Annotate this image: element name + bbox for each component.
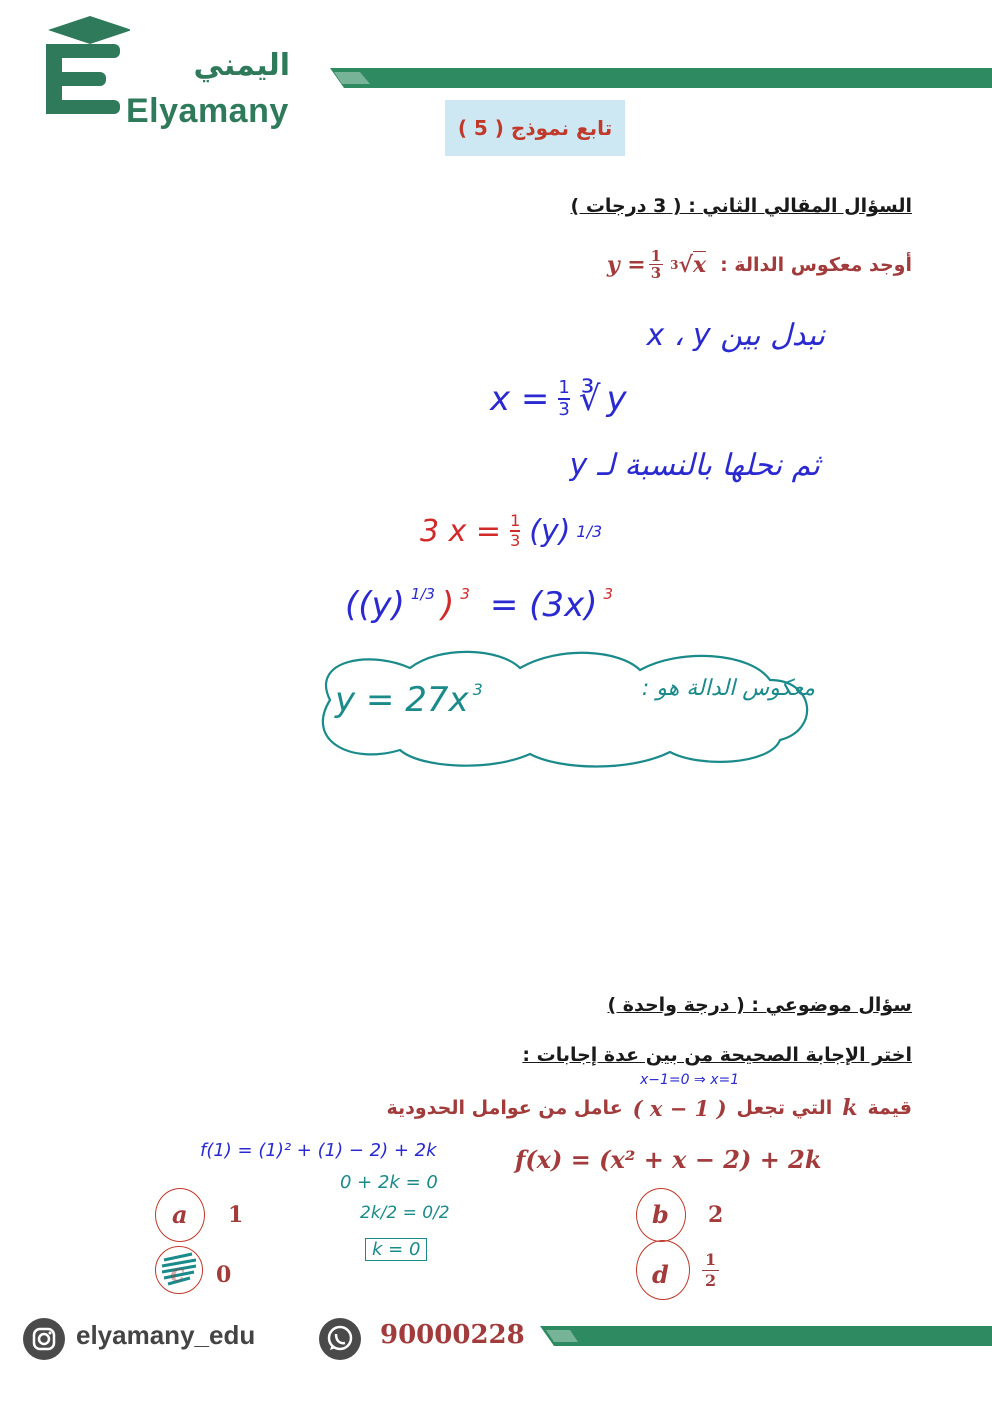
work-line-1: f(1) = (1)² + (1) − 2) + 2k xyxy=(200,1140,437,1161)
objective-title: سؤال موضوعي : ( درجة واحدة ) xyxy=(607,994,912,1016)
option-d-letter: d xyxy=(652,1260,669,1289)
work-line-2: 0 + 2k = 0 xyxy=(340,1172,438,1193)
answer-equation: y = 27x $^3$ xyxy=(335,680,483,720)
objective-instruction: اختر الإجابة الصحيحة من بين عدة إجابات : xyxy=(522,1044,912,1066)
hand-line-4: 3 x = $\frac{1}{3}$ (y) 1/3 xyxy=(420,511,603,550)
logo-english: Elyamany xyxy=(126,92,289,130)
option-a-value: 1 xyxy=(228,1202,244,1228)
q2-prompt-row xyxy=(607,248,912,281)
logo-arabic: اليمني xyxy=(193,48,290,83)
hand-line-1: نبدل بين x ، y xyxy=(646,318,825,353)
work-line-3: 2k/2 = 0/2 xyxy=(360,1203,450,1223)
option-b-letter: b xyxy=(652,1200,669,1229)
hand-line-3: ثم نحلها بالنسبة لـ y xyxy=(569,448,820,483)
option-b-value: 2 xyxy=(708,1202,724,1228)
note-above: x−1=0 ⇒ x=1 xyxy=(640,1072,740,1088)
instagram-handle: elyamany_edu xyxy=(76,1320,256,1350)
phone-number: 90000228 xyxy=(380,1320,525,1350)
logo-mark xyxy=(40,14,130,134)
model-label: تابع نموذج ( 5 ) xyxy=(445,100,625,156)
option-c-letter: c xyxy=(170,1258,185,1287)
objective-question: قيمة k التي تجعل ( x − 1 ) عامل من عوامل الحدودية xyxy=(386,1095,912,1121)
q2-title: السؤال المقالي الثاني : ( 3 درجات ) xyxy=(570,195,912,217)
hand-line-2: x = $\frac{1}{3}$ ∛ y xyxy=(490,377,627,420)
instagram-icon[interactable] xyxy=(22,1317,66,1361)
option-c-value: 0 xyxy=(216,1262,232,1288)
footer-stripe xyxy=(540,1322,992,1352)
q2-function: y = $\frac{1}{3}$ 3 √ x xyxy=(606,247,707,282)
header-stripe xyxy=(330,62,992,96)
option-a-letter: a xyxy=(172,1200,188,1229)
work-line-4: k = 0 xyxy=(365,1238,427,1261)
polynomial-function: f(x) = (x² + x − 2) + 2k xyxy=(515,1145,822,1174)
answer-label: معكوس الدالة هو : xyxy=(641,676,815,701)
whatsapp-icon[interactable] xyxy=(318,1317,362,1361)
option-d-value: 1 2 xyxy=(702,1250,719,1291)
fraction: $\frac{1}{3}$ xyxy=(650,247,662,282)
hand-line-5: ((y) $^{1/3}$ ) $^3$ = (3x) $^3$ xyxy=(345,585,613,625)
q2-prompt: أوجد معكوس الدالة : xyxy=(720,253,912,276)
